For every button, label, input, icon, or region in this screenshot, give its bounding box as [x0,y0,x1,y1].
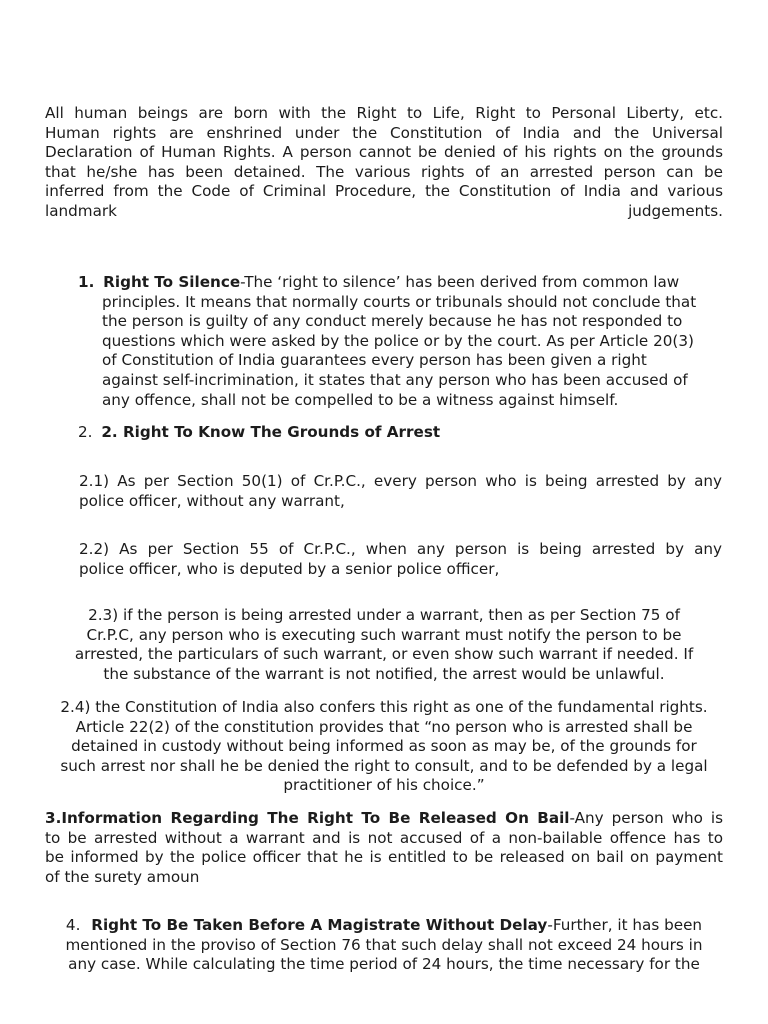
item1-line: questions which were asked by the police or by the court. As per Article 20(3) [102,331,694,350]
para24-line: Article 22(2) of the constitution provides that “no person who is arrested shall be [75,717,693,736]
intro-last-right: judgements. [628,201,723,220]
item1-line: against self-incrimination, it states that any person who has been accused of [102,370,688,389]
item3-line: be informed by the police officer that he is entitled to be released on bail on payment [45,848,723,867]
item1-first-line [78,273,723,293]
item1-line: the person is guilty of any conduct merely because he has not responded to [102,312,683,331]
paragraph-2-4 [40,698,728,796]
item2-heading: 2. Right To Know The Grounds of Arrest [101,423,441,441]
para22-line: police officer, who is deputed by a senior police officer, [79,559,500,578]
para24-line: detained in custody without being informed as soon as may be, of the grounds for [71,737,697,756]
item-right-to-silence [78,273,723,410]
item1-line: principles. It means that normally courts or tribunals should not conclude that [102,292,697,311]
para21-line: 2.1) As per Section 50(1) of Cr.P.C., every person who is being arrested by any [79,472,722,490]
item1-heading: Right To Silence [103,273,241,291]
item3-first-line [45,809,723,829]
intro-line: that he/she has been detained. The various rights of an arrested person can be [45,162,723,181]
item-magistrate-without-delay [45,916,723,975]
intro-line: All human beings are born with the Right to Life, Right to Personal Liberty, etc. [45,104,723,122]
para24-line: 2.4) the Constitution of India also confers this right as one of the fundamental rights. [60,698,708,716]
item1-line: of Constitution of India guarantees every person has been given a right [102,351,647,370]
paragraph-2-2 [79,540,722,579]
para23-line: arrested, the particulars of such warrant, or even show such warrant if needed. If [74,645,694,664]
intro-paragraph [45,104,723,222]
paragraph-2-3 [45,606,723,684]
item4-heading: Right To Be Taken Before A Magistrate Without Delay [91,916,548,934]
intro-last-left: landmark [45,201,117,220]
item1-line: any offence, shall not be compelled to be a witness against himself. [102,390,619,409]
item4-first-line [45,916,723,936]
para21-line: police officer, without any warrant, [79,491,345,510]
paragraph-2-1 [79,472,722,511]
para24-line: such arrest nor shall he be denied the right to consult, and to be defended by a legal [60,756,708,775]
item3-line: -Any person who is [569,809,723,827]
para24-line: practitioner of his choice.” [283,776,485,795]
para23-line: 2.3) if the person is being arrested under a warrant, then as per Section 75 of [88,606,680,624]
intro-line: Declaration of Human Rights. A person cannot be denied of his rights on the grounds [45,143,723,162]
item4-number: 4. [65,916,81,934]
item-grounds-of-arrest [78,423,723,443]
intro-last-line [45,202,723,222]
item4-line: mentioned in the proviso of Section 76 that such delay shall not exceed 24 hours in [65,935,703,954]
item-release-on-bail [45,809,723,887]
item4-line: -Further, it has been [547,916,703,934]
item1-number: 1. [78,273,95,291]
para22-line: 2.2) As per Section 55 of Cr.P.C., when any person is being arrested by any [79,540,722,558]
para23-line: Cr.P.C, any person who is executing such warrant must notify the person to be [86,625,682,644]
item3-line: of the surety amoun [45,867,200,886]
intro-line: Human rights are enshrined under the Constitution of India and the Universal [45,123,723,142]
item2-number: 2. [78,423,93,441]
item4-line: any case. While calculating the time period of 24 hours, the time necessary for the [68,955,700,974]
item3-heading: 3.Information Regarding The Right To Be Released On Bail [45,809,570,827]
item3-line: to be arrested without a warrant and is not accused of a non-bailable offence has to [45,828,723,847]
intro-line: inferred from the Code of Criminal Procedure, the Constitution of India and various [45,182,723,201]
item1-line: -The ‘right to silence’ has been derived from common law [240,273,680,291]
para23-line: the substance of the warrant is not notified, the arrest would be unlawful. [103,664,665,683]
